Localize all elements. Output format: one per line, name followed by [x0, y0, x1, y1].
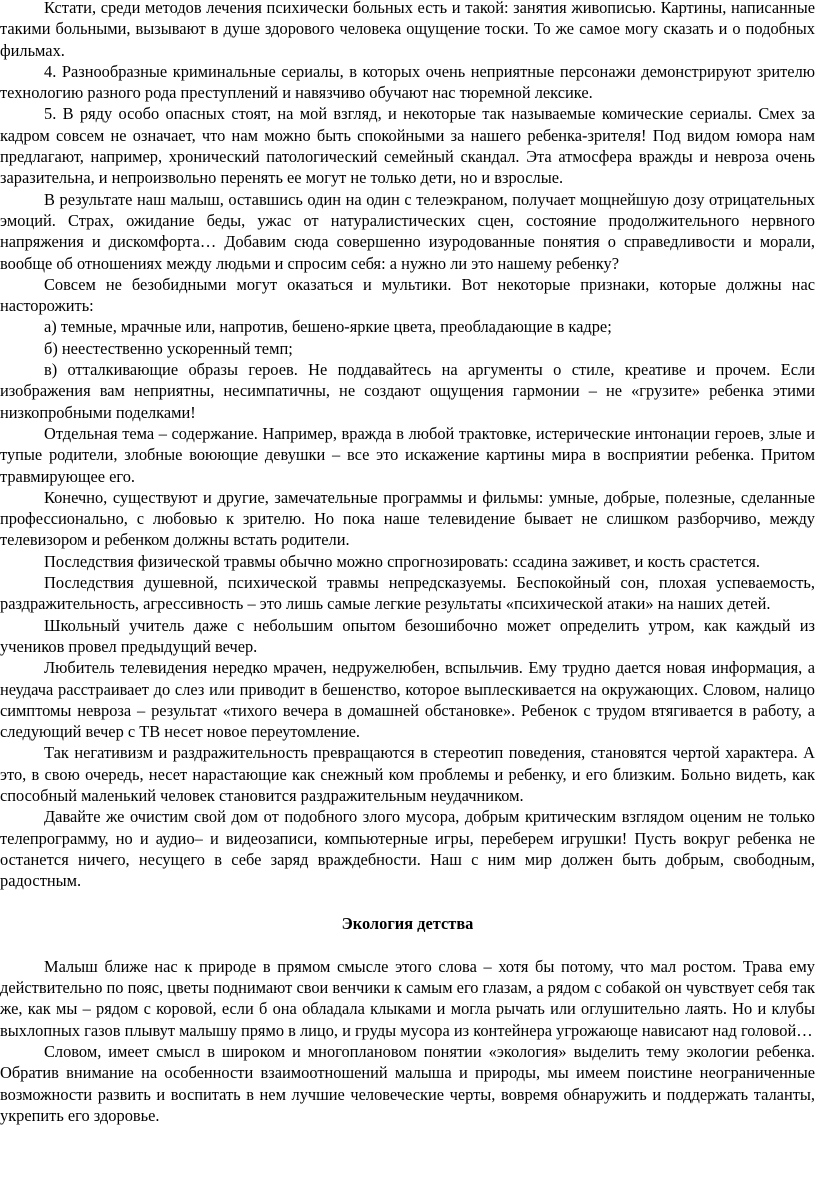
list-item: а) темные, мрачные или, напротив, бешено-яркие цвета, преобладающие в кадре;	[44, 317, 612, 337]
list-item: в) отталкивающие образы героев. Не поддавайтесь на аргументы о стиле, креативе и прочем. Если изображения вам неприятны, несимпатичны, не создают ощущения гармонии – не «грузите» ребенка этими низкопробными поделками!	[0, 360, 815, 422]
paragraph: В результате наш малыш, оставшись один на один с телеэкраном, получает мощнейшую дозу отрицательных эмоций. Страх, ожидание беды, ужас от натуралистических сцен, состояние продолжительного нервного напряжения и дискомфорта… Добавим сюда совершенно изуродованные понятия о справедливости и морали, вообще об отношениях между людьми и спросим себя: а нужно ли это нашему ребенку?	[0, 189, 815, 273]
paragraph: Кстати, среди методов лечения психически больных есть и такой: занятия живописью. Картины, написанные такими больными, вызывают в душе здорового человека ощущение тоски. То же самое могу сказать и о подобных фильмах.	[0, 0, 815, 60]
paragraph: Последствия физической травмы обычно можно спрогнозировать: ссадина заживет, и кость срастется.	[44, 551, 761, 571]
paragraph: Совсем не безобидными могут оказаться и мультики. Вот некоторые признаки, которые должны нас насторожить:	[0, 274, 815, 316]
paragraph: Так негативизм и раздражительность превращаются в стереотип поведения, становятся чертой характера. А это, в свою очередь, несет нарастающие как снежный ком проблемы и ребенку, и его близким. Больно видеть, как способный маленький человек становится раздражительным неудачником.	[0, 743, 815, 805]
section-title: Экология детства	[341, 914, 474, 934]
paragraph: Конечно, существуют и другие, замечательные программы и фильмы: умные, добрые, полезные, сделанные профессионально, с любовью к зрителю. Но пока наше телевидение бывает не слишком разборчиво, между телевизором и ребенком должны встать родители.	[0, 487, 815, 550]
paragraph: Последствия душевной, психической травмы непредсказуемы. Беспокойный сон, плохая успеваемость, раздражительность, агрессивность – это лишь самые легкие результаты «психической атаки» на наших детей.	[0, 573, 815, 614]
paragraph: Отдельная тема – содержание. Например, вражда в любой трактовке, истерические интонации героев, злые и тупые родители, злобные воюющие девушки – все это искажение картины мира в восприятии ребенка. Притом травмирующее его.	[0, 423, 815, 486]
paragraph: Словом, имеет смысл в широком и многоплановом понятии «экология» выделить тему экологии ребенка. Обратив внимание на особенности взаимоотношений малыша и природы, мы имеем поистине неограниченные возможности развить и воспитать в нем лучшие человеческие черты, вовремя обнаружить и поддержать таланты, укрепить его здоровье.	[0, 1041, 815, 1125]
paragraph: Школьный учитель даже с небольшим опытом безошибочно может определить утром, как каждый из учеников провел предыдущий вечер.	[0, 615, 815, 656]
paragraph: Любитель телевидения нередко мрачен, недружелюбен, вспыльчив. Ему трудно дается новая информация, а неудача расстраивает до слез или приводит в бешенство, которое выплескивается на окружающих. Словом, налицо симптомы невроза – результат «тихого вечера в домашней обстановке». Ребенок с трудом втягивается в работу, а следующий вечер с ТВ несет новое переутомление.	[0, 658, 815, 742]
list-item: б) неестественно ускоренный темп;	[44, 338, 293, 358]
paragraph: 4. Разнообразные криминальные сериалы, в которых очень неприятные персонажи демонстрируют зрителю технологию разного рода преступлений и навязчиво обучают нас тюремной лексике.	[0, 61, 815, 103]
paragraph: Давайте же очистим свой дом от подобного злого мусора, добрым критическим взглядом оценим не только телепрограмму, но и аудио– и видеозаписи, компьютерные игры, переберем игрушки! Пусть вокруг ребенка не останется ничего, несущего в себе заряд враждебности. Наш с ним мир должен быть добрым, свободным, радостным.	[0, 807, 815, 891]
paragraph: Малыш ближе нас к природе в прямом смысле этого слова – хотя бы потому, что мал ростом. Трава ему действительно по пояс, цветы поднимают свои венчики к самым его глазам, а рядом с собакой он чувствует себя так же, как мы – рядом с коровой, если б она обладала клыками и могла рычать или оглушительно лаять. Но и клубы выхлопных газов плывут малышу прямо в лицо, и груды мусора из контейнера угрожающе нависают над головой…	[0, 956, 815, 1040]
paragraph: 5. В ряду особо опасных стоят, на мой взгляд, и некоторые так называемые комические сериалы. Смех за кадром совсем не означает, что нам можно быть спокойными за нашего ребенка-зрителя! Под видом юмора нам предлагают, например, хронический патологический семейный скандал. Эта атмосфера вражды и невроза очень заразительна, и непроизвольно перенять ее могут не только дети, но и взрослые.	[0, 104, 815, 188]
